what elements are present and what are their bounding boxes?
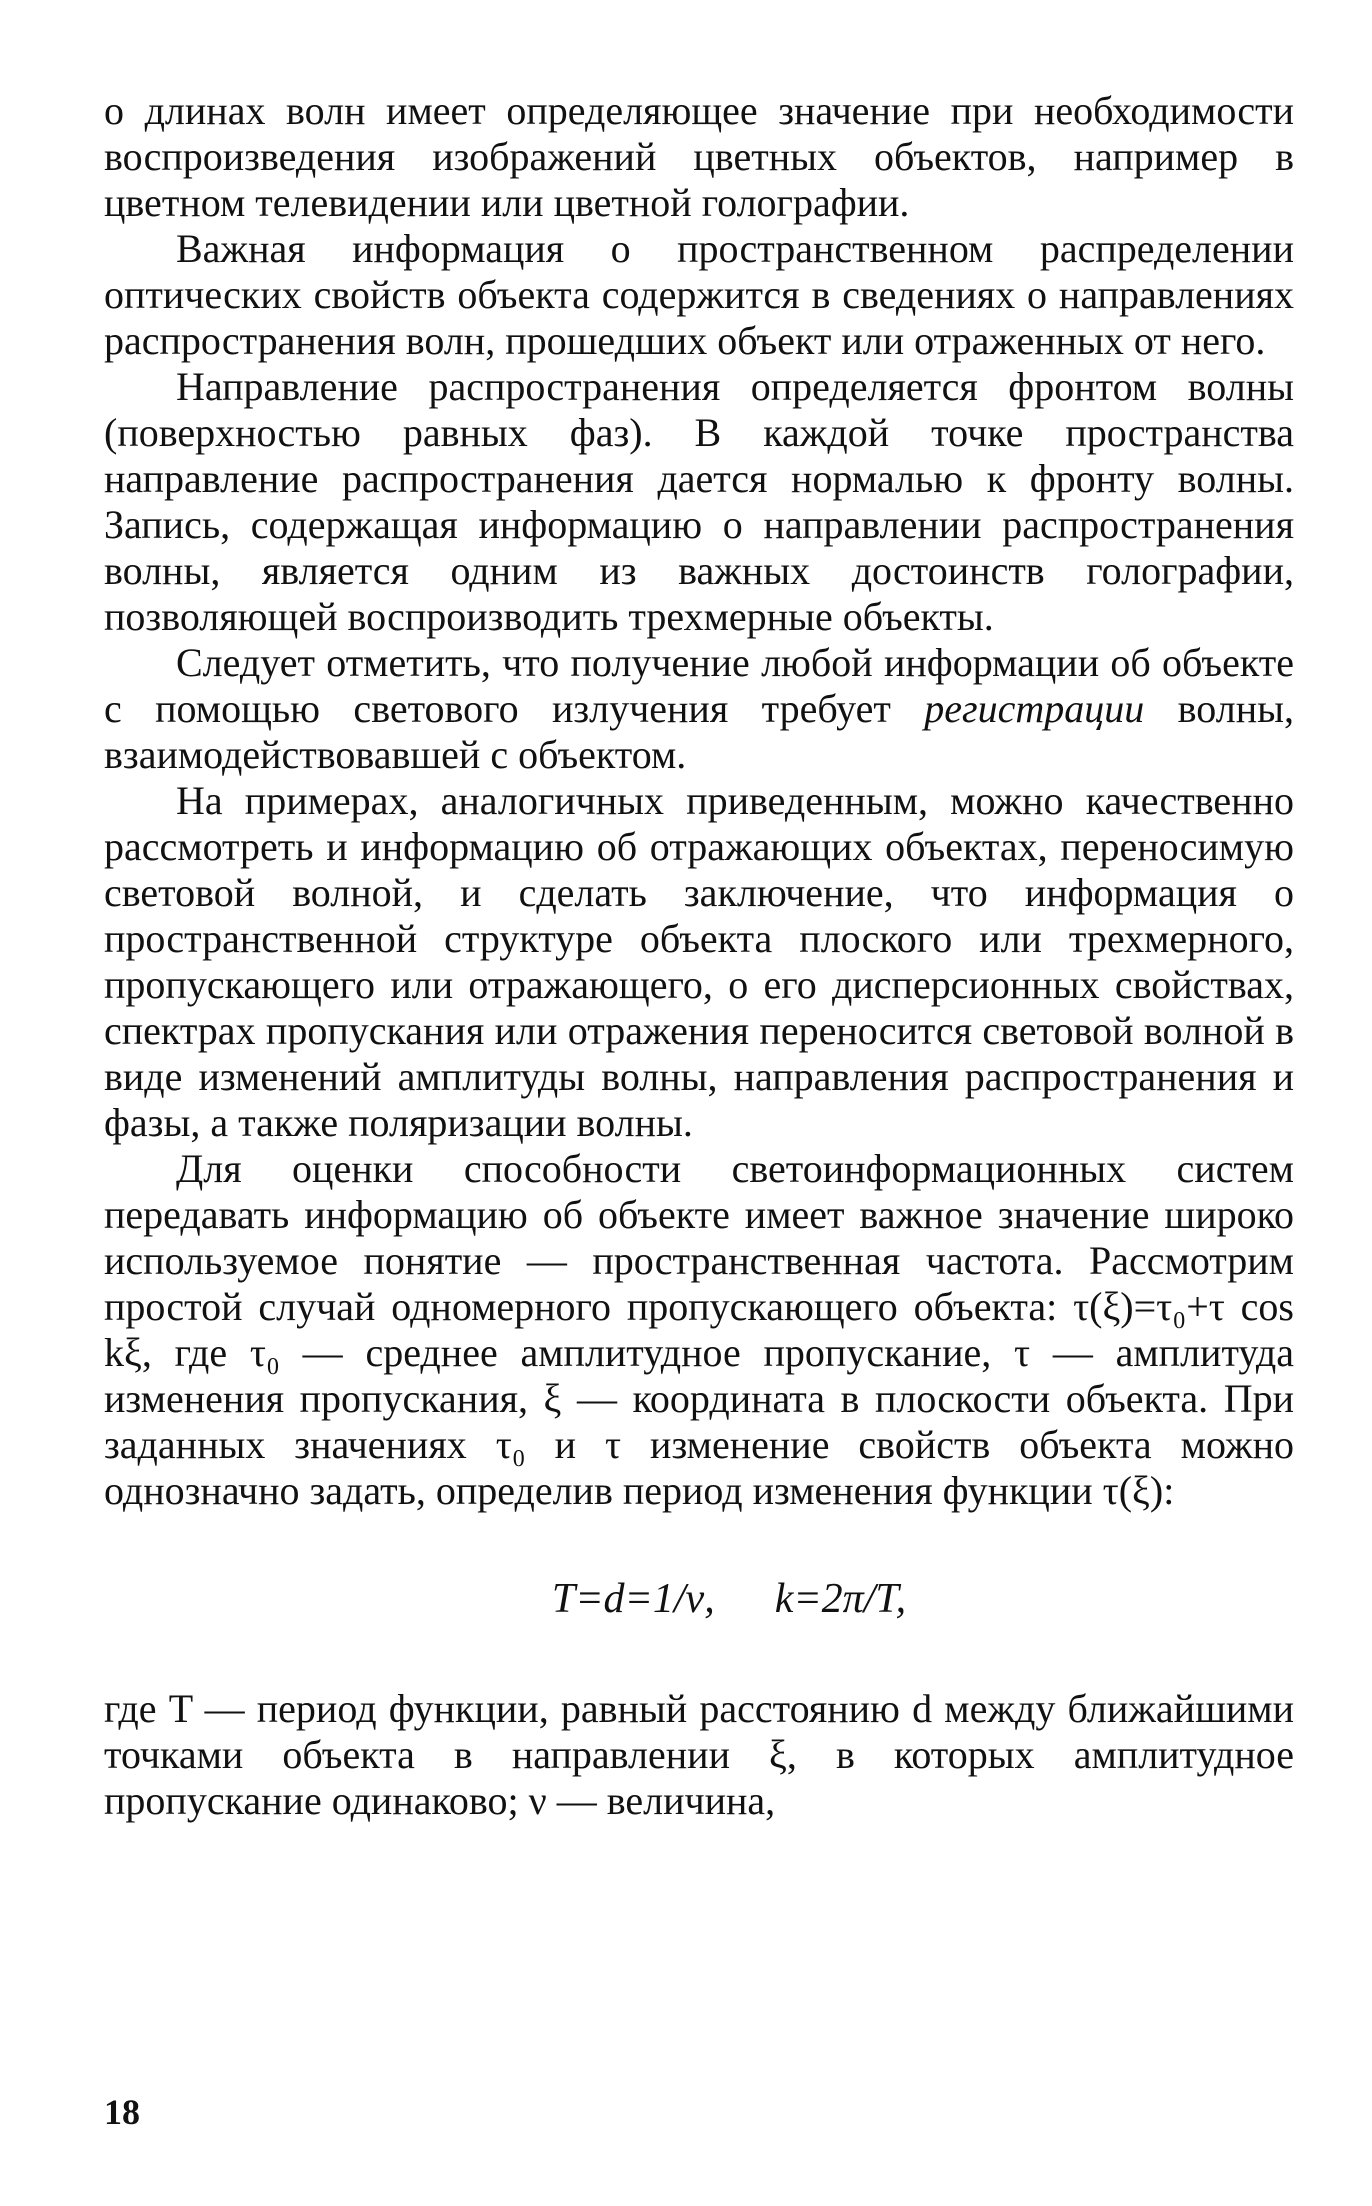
formula-period [164,1576,1294,1622]
paragraph-reflecting-objects: На примерах, аналогичных приведенным, можно качественно рассмотреть и информацию об отражающих объектах, переносимую световой волной, и сделать заключение, что информация о пространственной структуре объекта плоского или трехмерного, пропускающего или отражающего, о его дисперсионных свойствах, спектрах пропускания или отражения переносится световой волной в виде изменений амплитуды волны, направления распространения и фазы, а также поляризации волны. [104,778,1294,1145]
paragraph-spatial-frequency: Для оценки способности светоинформационных систем передавать информацию об объекте имеет важное значение широко используемое понятие — пространственная частота. Рассмотрим простой случай одномерного пропускающего объекта: τ(ξ)=τ₀+τ cos kξ, где τ₀ — среднее амплитудное пропускание, τ — амплитуда изменения пропускания, ξ — координата в плоскости объекта. При заданных значениях τ₀ и τ изменение свойств объекта можно однозначно задать, определив период изменения функции τ(ξ): [104,1146,1294,1513]
page-body [104,88,1294,1824]
formula-right: k=2π/T, [774,1576,907,1622]
paragraph-registration-emphasis: регистрации [924,686,1145,731]
formula-left: T=d=1/ν, [551,1576,715,1622]
page-number: 18 [104,2092,140,2132]
paragraph-period-definition: где T — период функции, равный расстоянию d между ближайшими точками объекта в направлении ξ, в которых амплитудное пропускание одинаково; ν — величина, [104,1686,1294,1823]
paragraph-wave-direction: Направление распространения определяется фронтом волны (поверхностью равных фаз). В каждой точке пространства направление распространения дается нормалью к фронту волны. Запись, содержащая информацию о направлении распространения волны, является одним из важных достоинств голографии, позволяющей воспроизводить трехмерные объекты. [104,364,1294,639]
paragraph-registration [104,640,1294,778]
paragraph-registration-text-c: волны, взаимодействовавшей с объектом. [104,686,1295,777]
paragraph-optical-properties: Важная информация о пространственном распределении оптических свойств объекта содержится в сведениях о направлениях распространения волн, прошедших объект или отраженных от него. [104,226,1294,363]
paragraph-continued: о длинах волн имеет определяющее значение при необходимости воспроизведения изображений цветных объектов, например в цветном телевидении или цветной голографии. [104,88,1294,225]
paragraph-registration-text-a: Следует отметить, что получение любой информации об объекте с помощью светового излучения требует [104,640,1294,731]
